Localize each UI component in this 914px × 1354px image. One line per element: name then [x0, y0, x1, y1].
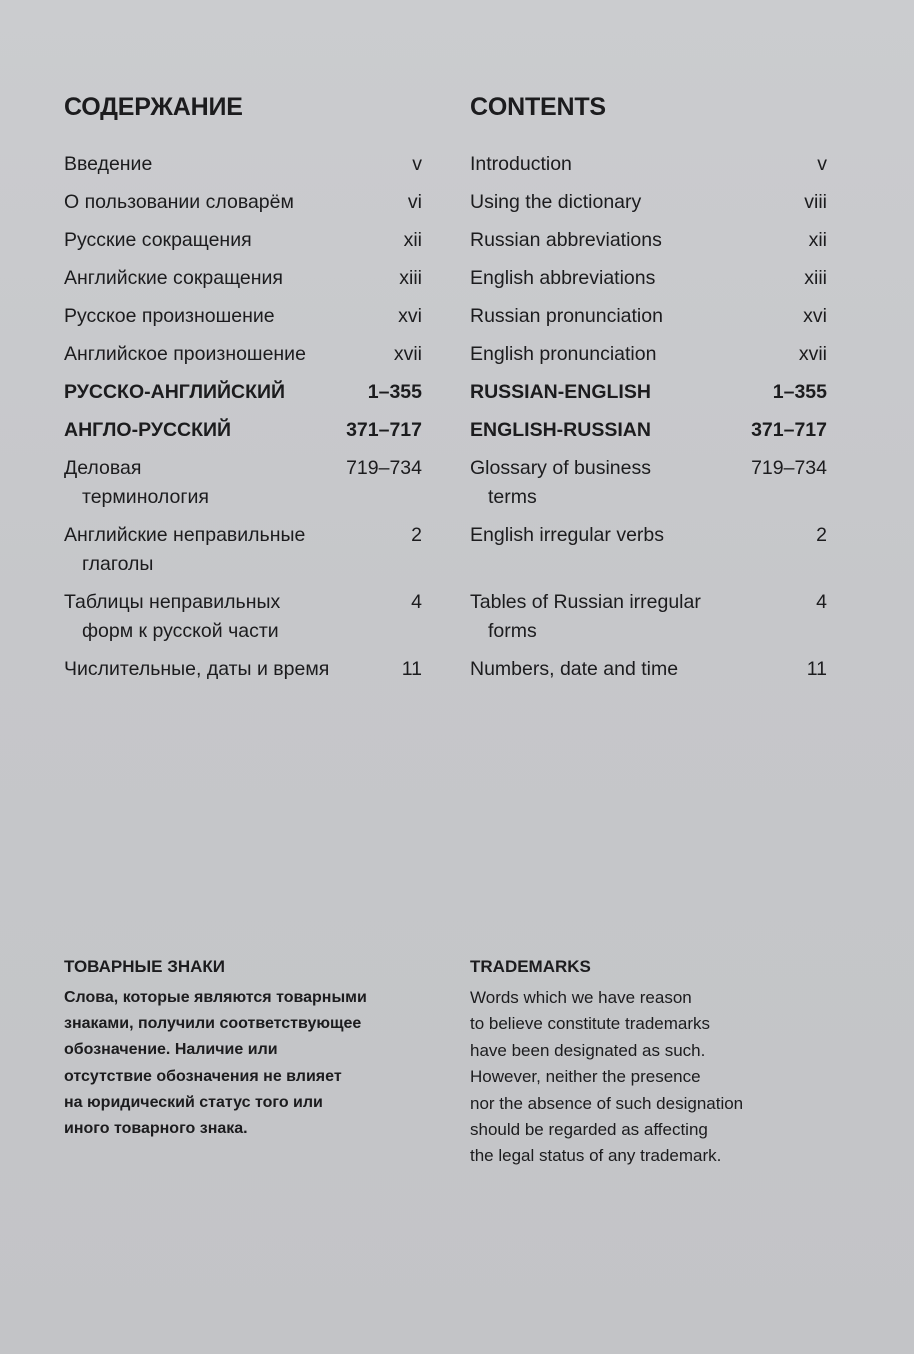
toc-entry-page: 1–355: [772, 381, 827, 403]
toc-entry-page: xiii: [399, 267, 422, 289]
toc-entry-label: [64, 588, 411, 646]
trademarks-russian: [64, 953, 434, 1142]
toc-entry: [470, 655, 827, 693]
toc-entry-label: Using the dictionary: [470, 191, 642, 213]
toc-entry-label-line2: глаголы: [82, 553, 154, 575]
trademarks-title-ru: ТОВАРНЫЕ ЗНАКИ: [64, 957, 226, 976]
toc-entry: [64, 264, 422, 302]
toc-entry-page: xvi: [803, 305, 827, 327]
toc-entry-label: Английское произношение: [64, 343, 306, 365]
trademarks-line: the legal status of any trademark.: [470, 1146, 722, 1166]
toc-entry-page: 2: [411, 524, 422, 546]
toc-entry-label: RUSSIAN-ENGLISH: [470, 381, 651, 403]
toc-entry-label-line2: форм к русской части: [82, 620, 279, 642]
trademarks-english: [470, 953, 840, 1170]
toc-entry-page: 11: [401, 658, 422, 680]
contents-russian: [64, 92, 422, 693]
toc-entry-label: [470, 588, 816, 646]
toc-entry-label-line1: Таблицы неправильных: [64, 591, 281, 613]
toc-entry-label: Английские сокращения: [64, 267, 283, 289]
toc-entry-page: xvi: [398, 305, 422, 327]
contents-english: [470, 92, 827, 693]
toc-entry: [470, 521, 827, 588]
toc-entry-label: Русское произношение: [64, 305, 275, 327]
toc-entry-page: xvii: [393, 343, 422, 365]
toc-entry-page: 4: [411, 591, 422, 613]
toc-entry: [470, 150, 827, 188]
toc-entry-label-line2: terms: [488, 486, 537, 508]
toc-entry-label: Russian abbreviations: [470, 229, 662, 251]
trademarks-line: Слова, которые являются товарными: [64, 989, 367, 1006]
toc-entry-label-line1: Английские неправильные: [64, 524, 306, 546]
toc-entry-page: 1–355: [367, 381, 422, 403]
toc-entry-page: 11: [806, 658, 827, 680]
trademarks-title-en: TRADEMARKS: [470, 957, 591, 976]
toc-entry-page: v: [817, 153, 827, 175]
trademarks-line: should be regarded as affecting: [470, 1120, 708, 1140]
toc-entry: [470, 454, 827, 521]
trademarks-line: обозначение. Наличие или: [64, 1041, 278, 1059]
toc-entry-page: 719–734: [751, 457, 827, 479]
toc-entry: [470, 264, 827, 302]
toc-entry-section: [470, 378, 827, 416]
toc-entry-label: [64, 521, 411, 579]
toc-entry-label: Русские сокращения: [64, 229, 252, 251]
trademarks-body-ru: [64, 985, 434, 1142]
toc-entry: [64, 340, 422, 378]
toc-entry-label: English irregular verbs: [470, 524, 665, 546]
toc-entry-label-line2: терминология: [82, 486, 209, 508]
toc-entry: [470, 340, 827, 378]
toc-entry-label: АНГЛО-РУССКИЙ: [64, 419, 232, 441]
toc-entry-label: English abbreviations: [470, 267, 656, 289]
toc-entry: [64, 226, 422, 264]
trademarks-line: Words which we have reason: [470, 988, 692, 1007]
contents-heading-en: CONTENTS: [470, 93, 606, 121]
toc-entry-label: Numbers, date and time: [470, 658, 679, 680]
toc-entry: [64, 150, 422, 188]
toc-entry-page: xiii: [804, 267, 827, 289]
toc-entry: [64, 188, 422, 226]
toc-entry-label: РУССКО-АНГЛИЙСКИЙ: [64, 381, 286, 403]
trademarks-body-en: [470, 985, 840, 1170]
toc-entry-page: vi: [407, 191, 422, 213]
toc-entry-label: ENGLISH-RUSSIAN: [470, 419, 651, 441]
trademarks-line: на юридический статус того или: [64, 1093, 323, 1111]
toc-entry-page: xii: [808, 229, 827, 251]
contents-heading-ru: СОДЕРЖАНИЕ: [64, 93, 243, 121]
toc-entry-page: 2: [816, 524, 827, 546]
toc-entry: [64, 655, 422, 693]
toc-entry-label: Introduction: [470, 153, 572, 175]
toc-entry-page: xvii: [798, 343, 827, 365]
trademarks-line: However, neither the presence: [470, 1067, 701, 1087]
toc-list-ru: [64, 150, 422, 693]
toc-entry-label-line1: Tables of Russian irregular: [470, 591, 701, 613]
trademarks-line: have been designated as such.: [470, 1040, 706, 1060]
toc-entry-label: Russian pronunciation: [470, 305, 663, 327]
toc-entry: [470, 188, 827, 226]
toc-entry-page: viii: [804, 191, 827, 213]
toc-entry-section: [64, 416, 422, 454]
toc-entry-label: О пользовании словарём: [64, 191, 294, 213]
toc-entry-page: v: [412, 153, 422, 175]
toc-entry-page: 4: [816, 591, 827, 613]
toc-entry-section: [64, 378, 422, 416]
toc-entry-page: 719–734: [346, 457, 422, 479]
toc-entry-label-line2: forms: [488, 620, 537, 642]
toc-entry-page: xii: [403, 229, 422, 251]
toc-entry: [470, 226, 827, 264]
toc-entry-label: Числительные, даты и время: [64, 658, 330, 680]
toc-entry: [64, 588, 422, 655]
toc-entry-label: Введение: [64, 153, 153, 175]
toc-list-en: [470, 150, 827, 693]
trademarks-line: иного товарного знака.: [64, 1120, 248, 1138]
trademarks-line: nor the absence of such designation: [470, 1093, 744, 1113]
trademarks-line: отсутствие обозначения не влияет: [64, 1067, 342, 1085]
toc-entry: [470, 302, 827, 340]
toc-entry: [64, 454, 422, 521]
toc-entry-label: [64, 454, 346, 512]
trademarks-line: знаками, получили соответствующее: [64, 1015, 362, 1033]
toc-entry-section: [470, 416, 827, 454]
toc-entry-label-line1: Glossary of business: [470, 457, 651, 479]
toc-entry: [470, 588, 827, 655]
toc-entry-label: [470, 454, 751, 512]
toc-entry-page: 371–717: [346, 419, 422, 441]
toc-entry: [64, 302, 422, 340]
toc-entry-label-line1: Деловая: [64, 457, 142, 479]
trademarks-line: to believe constitute trademarks: [470, 1014, 711, 1034]
toc-entry-label: English pronunciation: [470, 343, 657, 365]
toc-entry: [64, 521, 422, 588]
toc-entry-page: 371–717: [751, 419, 827, 441]
